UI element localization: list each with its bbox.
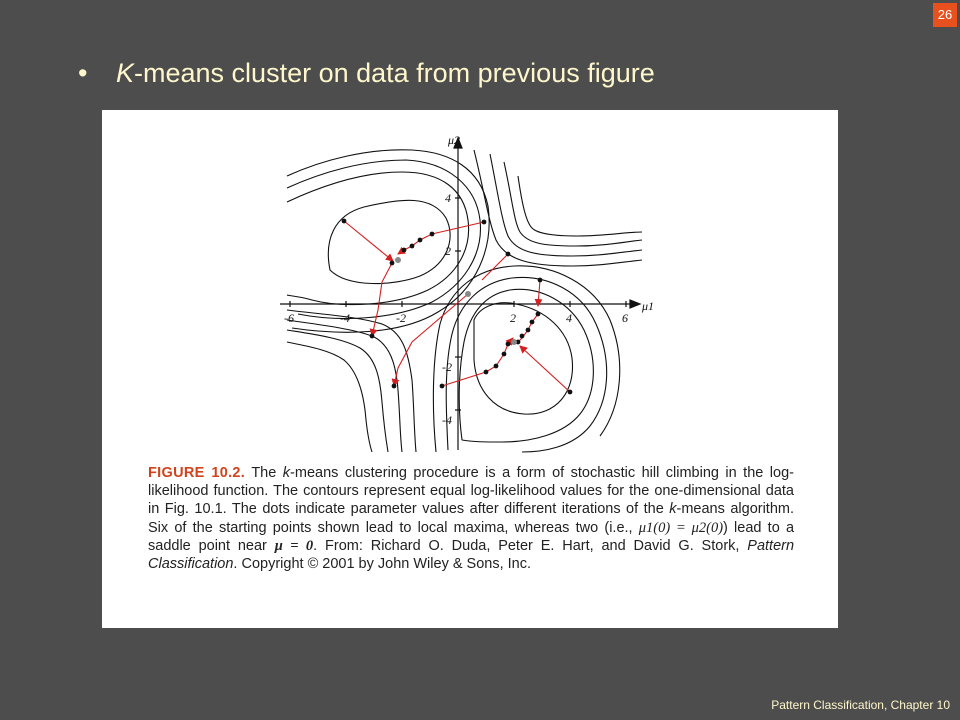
title-rest: -means cluster on data from previous figure — [134, 58, 655, 88]
maximum-point — [395, 257, 401, 263]
caption-text: . Copyright © 2001 by John Wiley & Sons, Inc. — [233, 556, 532, 573]
y-tick-label: 4 — [445, 191, 451, 205]
slide-number: 26 — [933, 3, 957, 27]
caption-k: k — [669, 501, 677, 518]
y-tick-label: -4 — [442, 413, 452, 427]
x-axis-arrow-icon — [630, 300, 640, 308]
caption-k: k — [282, 465, 291, 481]
caption-label: FIGURE 10.2. — [148, 465, 246, 481]
caption-text: -means algorithm. Six of the starting points shown lead to local maxima, whereas two (i.e., — [148, 501, 795, 536]
caption-text: -means clustering procedure is a form of stochastic hill climbing in the log-likelihood function. The contours represent equal log-likelihood values for the one-dimensional data in Fig. 10.1. The dots indicate parameter values after different iterations of the — [148, 465, 794, 518]
maximum-point — [511, 339, 517, 345]
x-tick-label: -2 — [396, 311, 406, 325]
contour-plot — [102, 110, 838, 460]
caption-text: The — [251, 465, 277, 481]
caption-book-title: Pattern Classification — [148, 537, 795, 573]
x-tick-label: 6 — [622, 311, 628, 325]
figure-caption — [148, 464, 794, 573]
slide-title — [116, 58, 655, 89]
saddle-point — [465, 291, 471, 297]
footer-text: Pattern Classification, Chapter 10 — [771, 698, 950, 712]
caption-math: μ1(0) = μ2(0) — [638, 519, 724, 536]
title-k: K — [116, 58, 135, 88]
contour-lines — [287, 150, 642, 452]
x-tick-label: 4 — [566, 311, 572, 325]
iteration-dots — [342, 219, 573, 395]
y-axis-label: μ2 — [448, 133, 461, 147]
caption-text: . From: Richard O. Duda, Peter E. Hart, and David G. Stork, — [313, 537, 740, 554]
caption-text: ) lead to a saddle point near — [148, 519, 795, 554]
x-tick-label: -4 — [340, 311, 350, 325]
x-tick-label: 2 — [510, 311, 516, 325]
caption-math: μ = 0 — [274, 537, 314, 554]
bullet-icon: • — [78, 58, 88, 88]
y-tick-label: 2 — [445, 244, 451, 258]
trajectories — [344, 221, 570, 392]
figure-image — [102, 110, 838, 628]
x-tick-label: -6 — [284, 311, 294, 325]
y-tick-label: -2 — [442, 360, 452, 374]
x-axis-label: μ1 — [642, 299, 655, 313]
axes — [280, 138, 640, 450]
